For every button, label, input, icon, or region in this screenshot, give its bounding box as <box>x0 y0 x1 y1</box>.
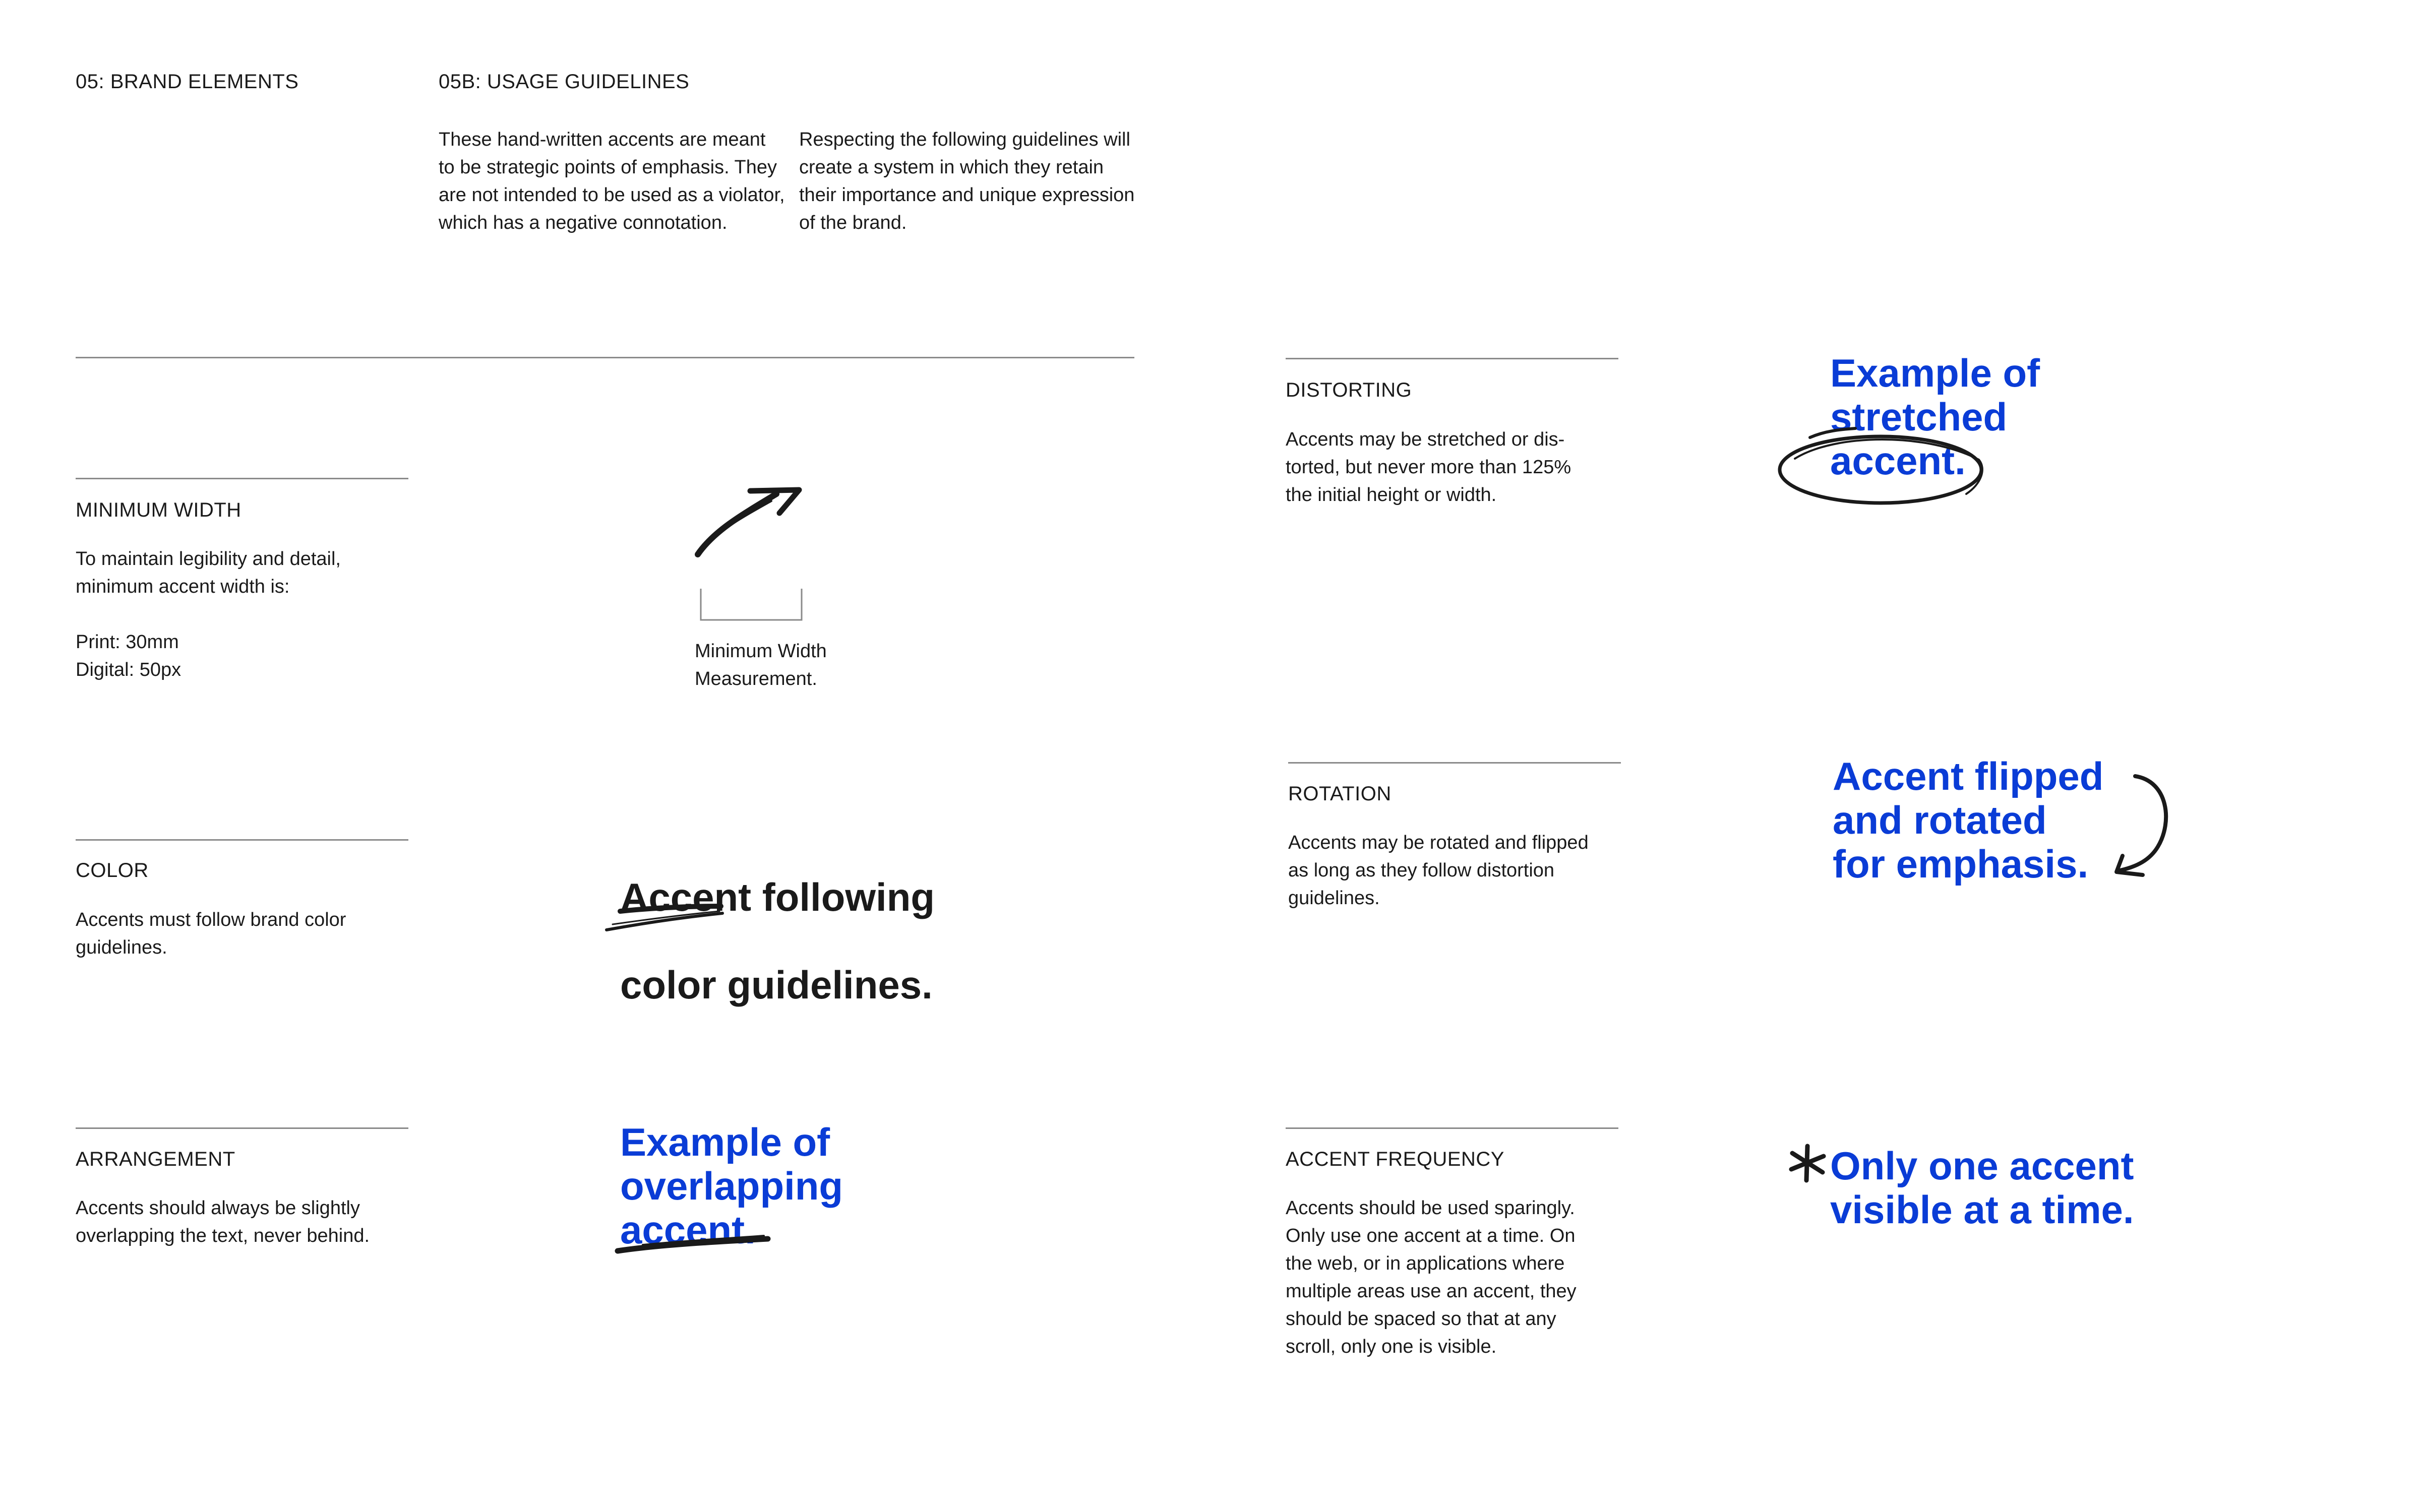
intro-text-2: Respecting the following guidelines will create a system in which they retain their importance and unique expression of the brand. <box>799 129 1135 233</box>
color-text: Accents must follow brand color guidelines. <box>76 909 346 958</box>
arrangement-title: ARRANGEMENT <box>76 1148 235 1170</box>
arrangement-sample: Example of overlapping accent. <box>620 1120 843 1252</box>
frequency-sample: Only one accent visible at a time. <box>1830 1144 2134 1232</box>
rotation-title: ROTATION <box>1288 783 1392 805</box>
overlap-underline-accent-icon <box>613 1230 774 1260</box>
color-title: COLOR <box>76 859 149 881</box>
asterisk-accent-icon <box>1787 1143 1828 1183</box>
section-title: 05: BRAND ELEMENTS <box>76 71 299 93</box>
rotation-sample: Accent flipped and rotated for emphasis. <box>1833 754 2104 886</box>
subsection-title: 05B: USAGE GUIDELINES <box>439 71 690 93</box>
frequency-text: Accents should be used sparingly. Only use one accent at a time. On the web, or in applications where multiple areas use an accent, they should be spaced so that at any scroll, only one is visible. <box>1286 1198 1577 1357</box>
frequency-title: ACCENT FREQUENCY <box>1286 1148 1504 1170</box>
color-sample <box>620 832 1023 1051</box>
rotation-rule <box>1288 762 1621 764</box>
frequency-rule <box>1286 1127 1618 1129</box>
color-sample-word: color <box>620 963 716 1007</box>
minimum-width-rule <box>76 478 408 479</box>
arrangement-rule <box>76 1127 408 1129</box>
color-sample-rest: guidelines. <box>716 963 933 1007</box>
header-divider <box>76 357 1134 358</box>
minimum-width-text: To maintain legibility and detail, minimum accent width is: Print: 30mm Digital: 50px <box>76 548 341 680</box>
curved-arrow-accent-icon <box>2107 766 2183 882</box>
color-sample-line1: Accent following <box>620 875 935 919</box>
arrow-accent-icon <box>691 484 812 625</box>
ellipse-accent-icon <box>1775 418 1996 519</box>
arrangement-text: Accents should always be slightly overlapping the text, never behind. <box>76 1198 370 1246</box>
distorting-title: DISTORTING <box>1286 379 1412 401</box>
rotation-text: Accents may be rotated and flipped as long as they follow distortion guidelines. <box>1288 832 1589 909</box>
distorting-text: Accents may be stretched or dis- torted, but never more than 125% the initial height or width. <box>1286 429 1571 506</box>
distorting-rule <box>1286 358 1618 359</box>
minimum-width-title: MINIMUM WIDTH <box>76 499 241 521</box>
intro-text-1: These hand-written accents are meant to be strategic points of emphasis. They are not intended to be used as a violator, which has a negative connotation. <box>439 129 785 233</box>
distorting-sample: Example of stretched accent. <box>1830 351 2040 483</box>
color-sample-line2 <box>620 963 1023 1007</box>
color-rule <box>76 839 408 841</box>
minimum-width-caption: Minimum Width Measurement. <box>695 641 827 689</box>
underline-accent-icon <box>602 902 729 937</box>
